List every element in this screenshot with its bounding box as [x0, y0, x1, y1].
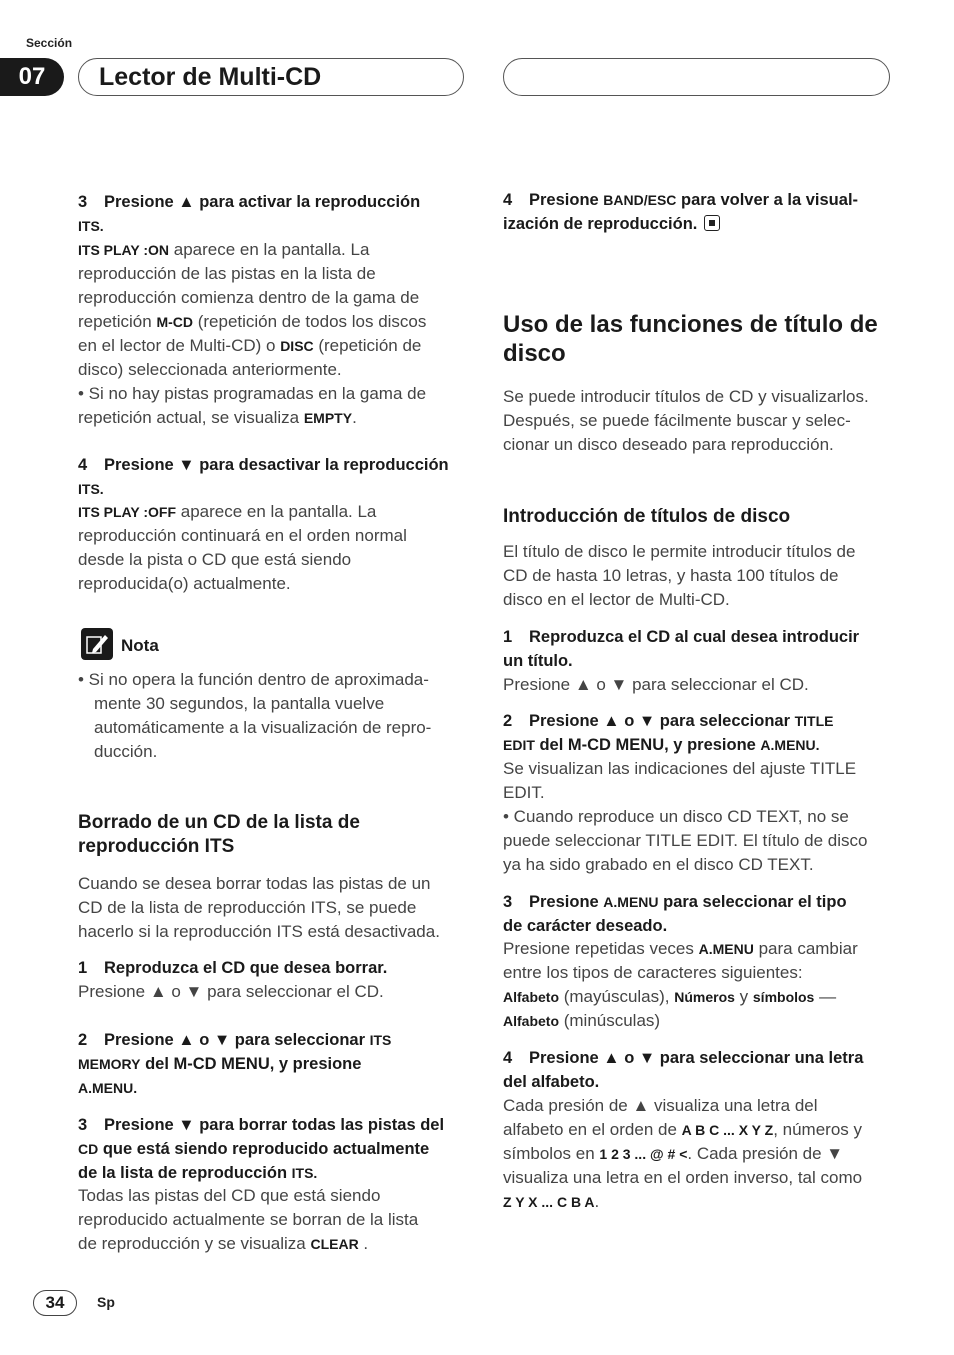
section-heading-titulo-disco: Uso de las funciones de título de disco	[503, 311, 878, 367]
title-step-1-title: 1 Reproduzca el CD al cual desea introducir un título.	[503, 628, 860, 670]
page-title: Lector de Multi-CD	[78, 58, 464, 96]
section-number-badge: 07	[0, 58, 64, 96]
note-header	[78, 628, 468, 664]
step-3-its-on-title: 3 Presione ▲ para activar la reproducción ITS.	[78, 193, 421, 234]
step-4-body: ITS PLAY :OFF aparece en la pantalla. La reproducción continuará en el orden normal desde la pista o CD que está siendo reproducida(o) actualmente.	[78, 502, 407, 593]
step-4-its-off-title: 4 Presione ▼ para desactivar la reproducción ITS.	[78, 456, 449, 497]
step-4-band-esc-title: 4 Presione BAND/ESC para volver a la visual- ización de reproducción.	[503, 191, 859, 233]
delete-step-1-body: Presione ▲ o ▼ para seleccionar el CD.	[78, 982, 384, 1001]
title-step-2-title: 2 Presione ▲ o ▼ para seleccionar TITLE EDIT del M-CD MENU, y presione A.MENU.	[503, 712, 834, 754]
header-empty-box	[503, 58, 890, 96]
step-3-body: ITS PLAY :ON aparece en la pantalla. La reproducción de las pistas en la lista de reproducción comienza dentro de la gama de repetición M-CD (repetición de todos los discos en el lector de Multi-CD) o DISC (repetición de disco) seleccionada anteriormente. • Si no hay pistas programadas en la gama de repetición actual, se visualiza EMPTY.	[78, 240, 427, 427]
section-label: Sección	[26, 36, 73, 50]
title-step-4-body: Cada presión de ▲ visualiza una letra del alfabeto en el orden de A B C ... X Y Z, números y símbolos en 1 2 3 ... @ # <. Cada presión de ▼ visualiza una letra en el orden inverso, tal como Z Y X ... C B A.	[503, 1096, 863, 1211]
section-heading-borrado: Borrado de un CD de la lista de reproducción ITS	[78, 812, 360, 857]
title-step-4-title: 4 Presione ▲ o ▼ para seleccionar una letra del alfabeto.	[503, 1049, 864, 1091]
pencil-note-icon	[81, 628, 113, 660]
delete-step-3-body: Todas las pistas del CD que está siendo reproducido actualmente se borran de la lista de reproducción y se visualiza CLEAR .	[78, 1186, 419, 1253]
borrado-intro: Cuando se desea borrar todas las pistas de un CD de la lista de reproducción ITS, se puede hacerlo si la reproducción ITS está desactivada.	[78, 874, 440, 941]
title-step-3-title: 3 Presione A.MENU para seleccionar el tipo de carácter deseado.	[503, 893, 847, 935]
page-number: 34	[33, 1290, 77, 1316]
subheading-introduccion: Introducción de títulos de disco	[503, 506, 791, 527]
title-step-3-body: Presione repetidas veces A.MENU para cambiar entre los tipos de caracteres siguientes: Alfabeto (mayúsculas), Números y símbolos — Alfabeto (minúsculas)	[503, 939, 858, 1030]
language-code: Sp	[97, 1294, 115, 1310]
title-step-2-body: Se visualizan las indicaciones del ajuste TITLE EDIT. • Cuando reproduce un disco CD TEXT, no se puede seleccionar TITLE EDIT. El título de disco ya ha sido grabado en el disco CD TEXT.	[503, 759, 868, 874]
delete-step-3-title: 3 Presione ▼ para borrar todas las pistas del CD que está siendo reproducido actualmente de la lista de reproducción ITS.	[78, 1116, 445, 1182]
delete-step-1-title: 1 Reproduzca el CD que desea borrar.	[78, 959, 388, 977]
note-body: • Si no opera la función dentro de aproximada- mente 30 segundos, la pantalla vuelve automáticamente a la visualización de repro- ducción.	[78, 670, 432, 761]
end-of-section-icon	[704, 215, 720, 231]
delete-step-2-title: 2 Presione ▲ o ▼ para seleccionar ITS MEMORY del M-CD MENU, y presione A.MENU.	[78, 1031, 392, 1096]
introduccion-body: El título de disco le permite introducir títulos de CD de hasta 10 letras, y hasta 100 títulos de disco en el lector de Multi-CD.	[503, 542, 856, 609]
titulo-intro: Se puede introducir títulos de CD y visualizarlos. Después, se puede fácilmente buscar y selec- cionar un disco deseado para reproducción.	[503, 387, 869, 454]
title-step-1-body: Presione ▲ o ▼ para seleccionar el CD.	[503, 675, 809, 694]
note-label: Nota	[121, 636, 159, 655]
